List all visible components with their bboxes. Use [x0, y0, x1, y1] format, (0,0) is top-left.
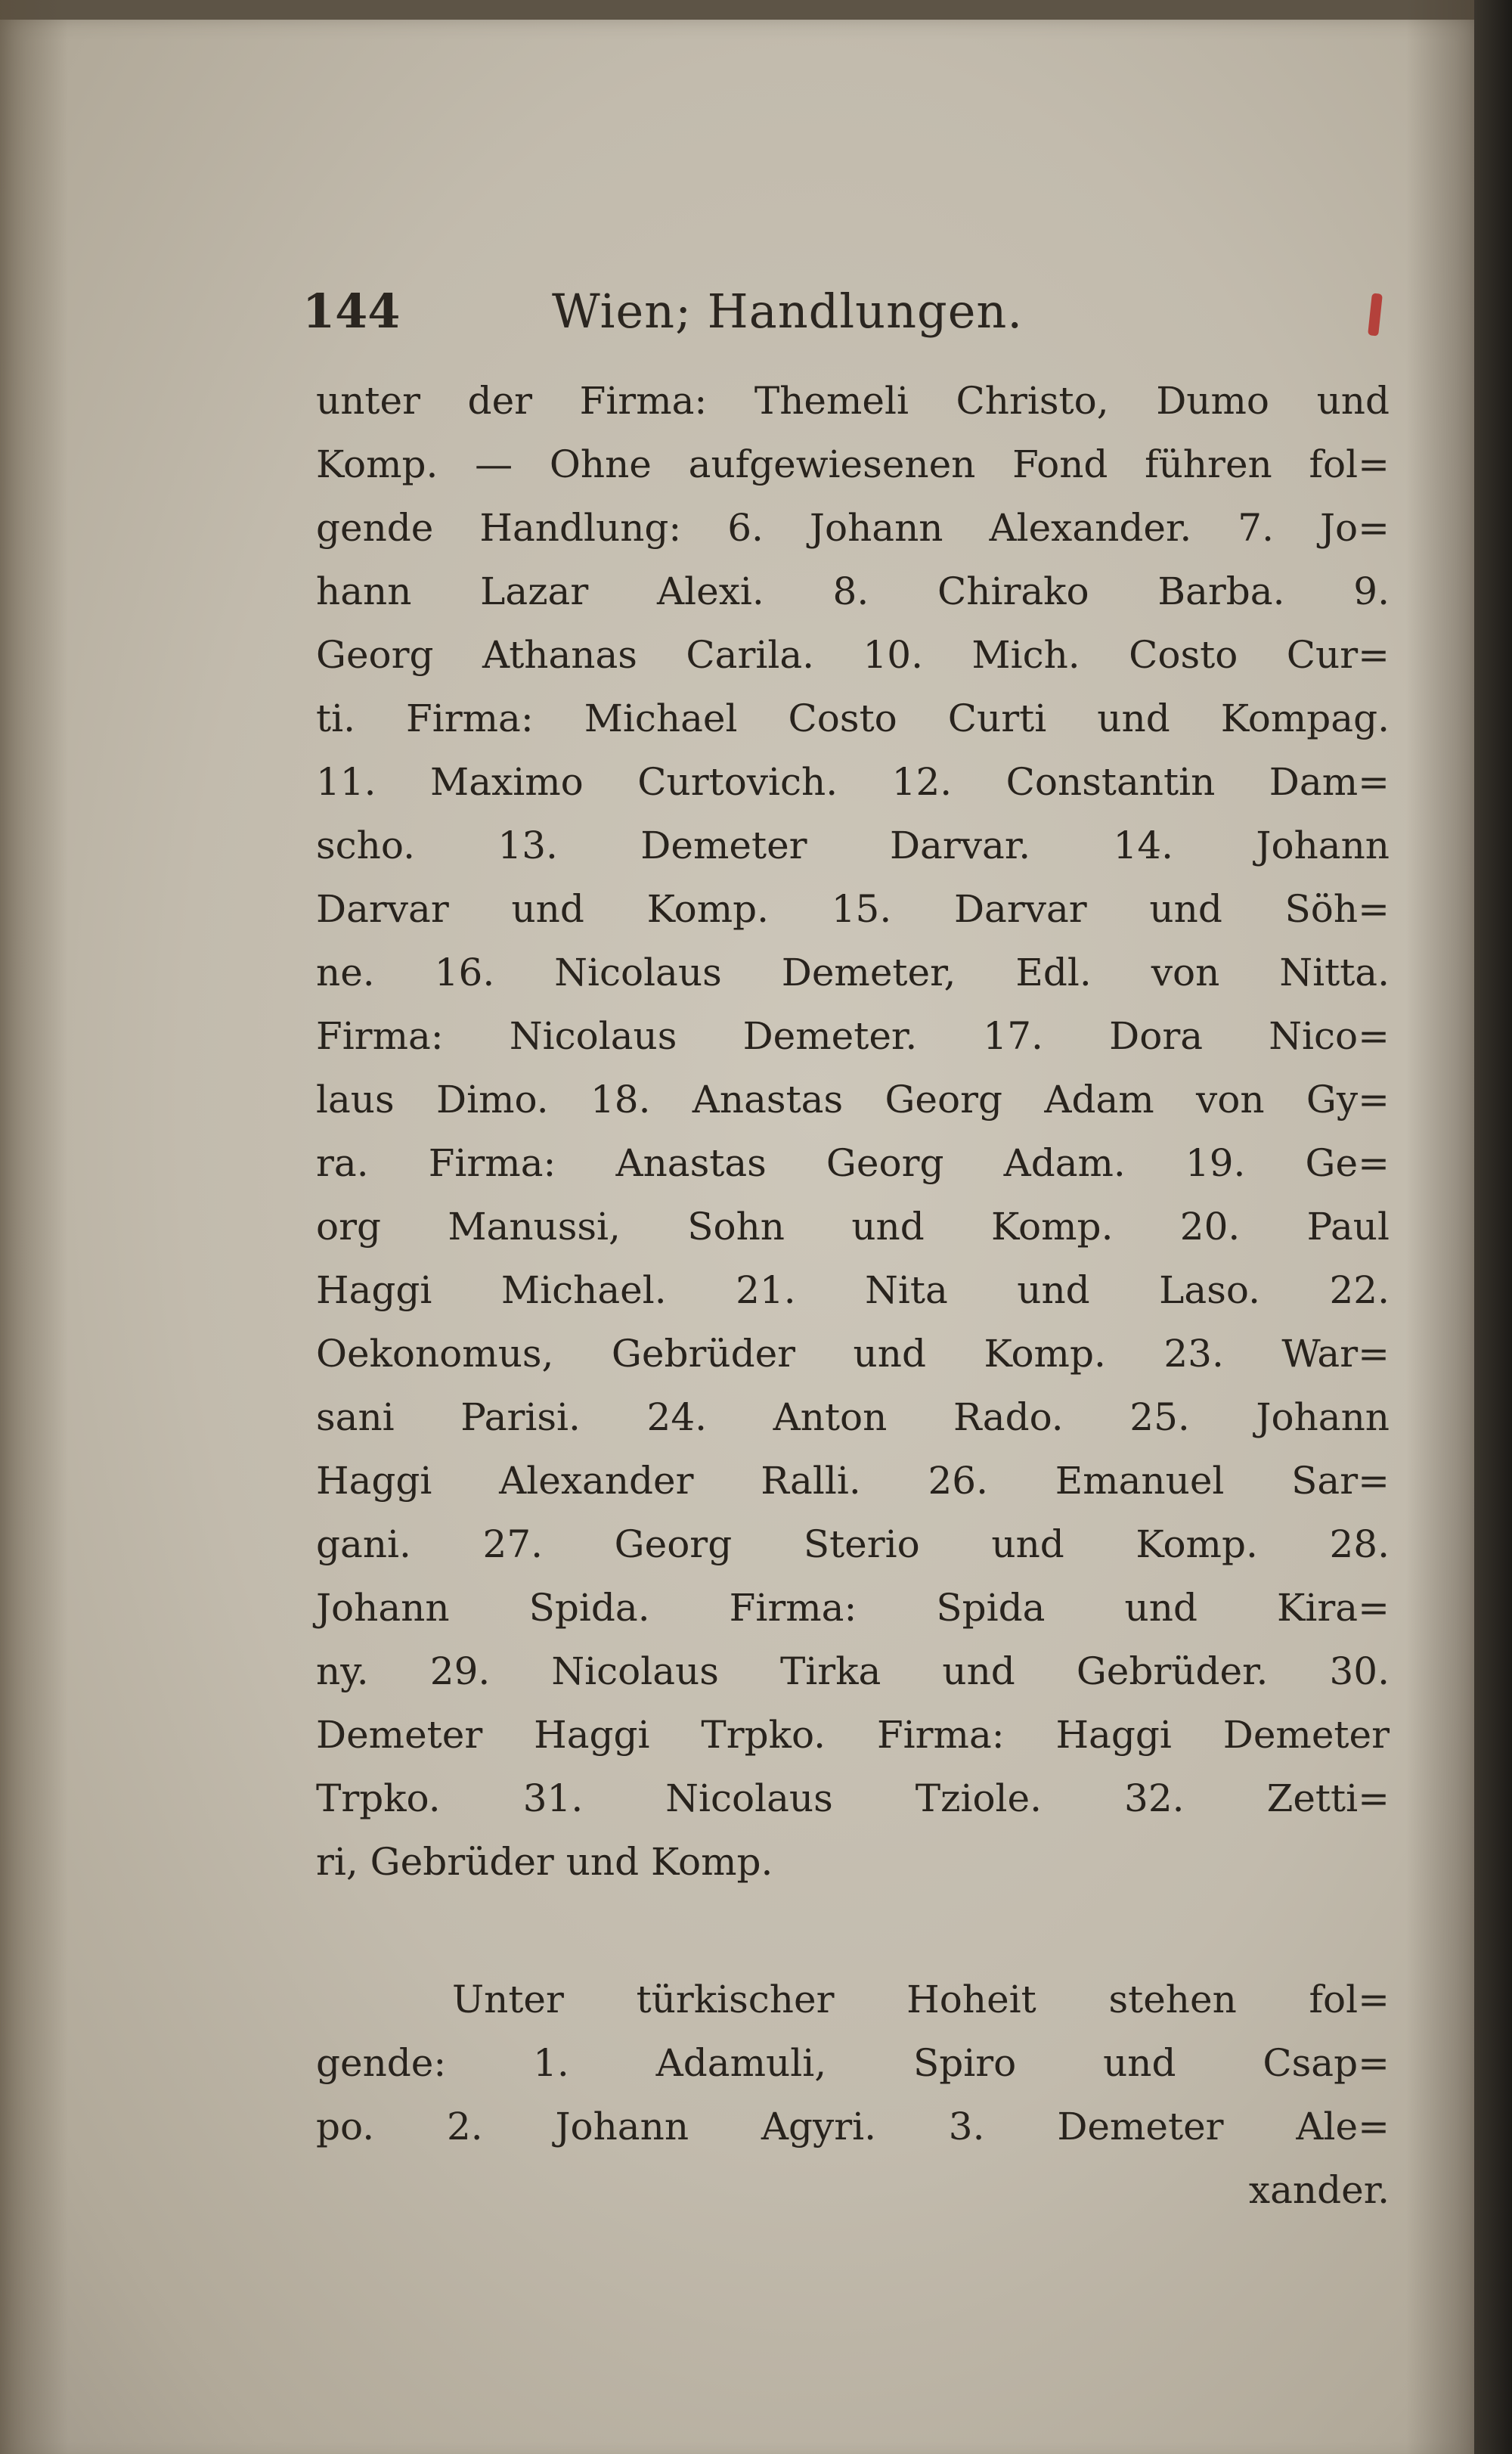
page-top-edge: [0, 0, 1482, 20]
text-line: 11. Maximo Curtovich. 12. Constantin Dam=: [316, 760, 1390, 804]
text-line: ne. 16. Nicolaus Demeter, Edl. von Nitta.: [316, 951, 1390, 994]
text-line: xander.: [1248, 2168, 1390, 2212]
text-line: gani. 27. Georg Sterio und Komp. 28.: [316, 1522, 1390, 1566]
text-line: scho. 13. Demeter Darvar. 14. Johann: [316, 824, 1390, 867]
right-edge-shadow: [1406, 0, 1482, 2454]
text-line: gende Handlung: 6. Johann Alexander. 7. Jo=: [316, 506, 1390, 550]
text-line: hann Lazar Alexi. 8. Chirako Barba. 9.: [316, 569, 1390, 613]
text-line: Haggi Michael. 21. Nita und Laso. 22.: [316, 1268, 1390, 1312]
text-line: Komp. — Ohne aufgewiesenen Fond führen fol=: [316, 442, 1390, 486]
text-line: po. 2. Johann Agyri. 3. Demeter Ale=: [316, 2105, 1390, 2148]
text-line: Demeter Haggi Trpko. Firma: Haggi Demeter: [316, 1713, 1390, 1757]
text-line: ra. Firma: Anastas Georg Adam. 19. Ge=: [316, 1141, 1390, 1185]
text-line: ti. Firma: Michael Costo Curti und Kompag.: [316, 696, 1390, 740]
running-head: Wien; Handlungen.: [552, 284, 1024, 339]
gutter-shadow: [0, 0, 68, 2454]
page-number: 144: [302, 284, 401, 339]
text-line: Georg Athanas Carila. 10. Mich. Costo Cur=: [316, 633, 1390, 677]
text-line: Unter türkischer Hoheit stehen fol=: [452, 1978, 1390, 2021]
text-line: ny. 29. Nicolaus Tirka und Gebrüder. 30.: [316, 1649, 1390, 1693]
text-line: Darvar und Komp. 15. Darvar und Söh=: [316, 887, 1390, 931]
text-line: laus Dimo. 18. Anastas Georg Adam von Gy=: [316, 1078, 1390, 1122]
text-line: unter der Firma: Themeli Christo, Dumo und: [316, 379, 1390, 423]
text-line: sani Parisi. 24. Anton Rado. 25. Johann: [316, 1395, 1390, 1439]
paragraph-gap: [316, 1894, 1390, 1968]
page-header: [302, 284, 1391, 352]
text-line: Haggi Alexander Ralli. 26. Emanuel Sar=: [316, 1459, 1390, 1503]
text-line: org Manussi, Sohn und Komp. 20. Paul: [316, 1205, 1390, 1249]
page-text: [316, 369, 1390, 2222]
text-line: ri, Gebrüder und Komp.: [316, 1840, 773, 1884]
text-line: Firma: Nicolaus Demeter. 17. Dora Nico=: [316, 1014, 1390, 1058]
book-edge: [1474, 0, 1512, 2454]
text-line: gende: 1. Adamuli, Spiro und Csap=: [316, 2041, 1390, 2085]
text-line: Trpko. 31. Nicolaus Tziole. 32. Zetti=: [316, 1776, 1390, 1820]
text-line: Johann Spida. Firma: Spida und Kira=: [316, 1586, 1390, 1630]
text-line: Oekonomus, Gebrüder und Komp. 23. War=: [316, 1332, 1390, 1376]
